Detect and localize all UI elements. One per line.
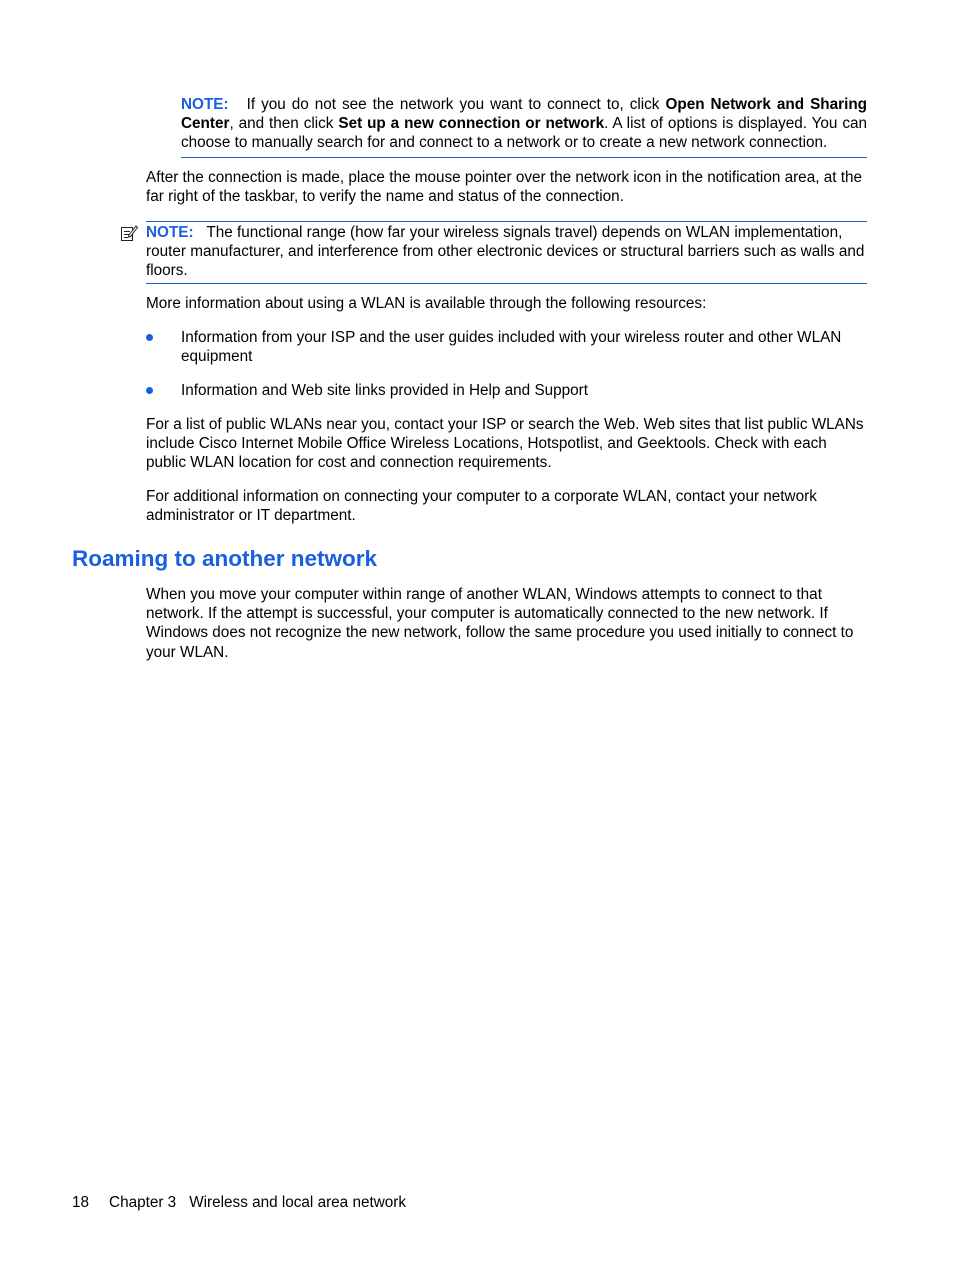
chapter-label: Chapter 3 [109,1194,177,1211]
note-pencil-icon [120,224,138,242]
list-item-text: Information from your ISP and the user guides included with your wireless router and other WLAN equipment [181,329,842,366]
bullet-icon [146,334,153,341]
note-text: If you do not see the network you want to connect to, click [246,96,666,113]
paragraph-corporate-wlan: For additional information on connecting your computer to a corporate WLAN, contact your network administrator or IT department. [146,488,817,525]
note-label: NOTE: [146,224,194,241]
note-text: The functional range (how far your wireless signals travel) depends on WLAN implementation, router manufacturer, and interference from other electronic devices or structural barriers such as walls and floors. [146,224,865,280]
note-text: . A list of options is displayed. You can choose to manually search for and connect to a network or to create a new network connection. [181,115,868,152]
section-heading: Roaming to another network [72,546,378,571]
note-bold-setup-connection: Set up a new connection or network [338,115,605,133]
page-footer [72,1193,406,1212]
paragraph-more-info: More information about using a WLAN is available through the following resources: [146,295,707,312]
page-number: 18 [72,1194,90,1211]
note-box [146,221,867,284]
note-label: NOTE: [181,96,229,113]
paragraph-verify-connection: After the connection is made, place the mouse pointer over the network icon in the notification area, at the far right of the taskbar, to verify the name and status of the connection. [146,169,862,206]
note-text: , and then click [229,115,339,133]
paragraph-public-wlans: For a list of public WLANs near you, contact your ISP or search the Web. Web sites that list public WLANs include Cisco Internet Mobile Office Wireless Locations, Hotspotlist, and Geektools. Check with each public WLAN location for cost and connection requirements. [146,416,864,472]
chapter-title: Wireless and local area network [189,1194,407,1211]
note-top [181,95,867,158]
bullet-icon [146,387,153,394]
paragraph-roaming: When you move your computer within range of another WLAN, Windows attempts to connect to that network. If the attempt is successful, your computer is automatically connected to the new network. If Windows does not recognize the new network, follow the same procedure you used initially to connect to your WLAN. [146,586,854,661]
list-item-text: Information and Web site links provided in Help and Support [181,382,589,399]
note-bold-open-network: Open Network and Sharing Center [181,96,868,133]
